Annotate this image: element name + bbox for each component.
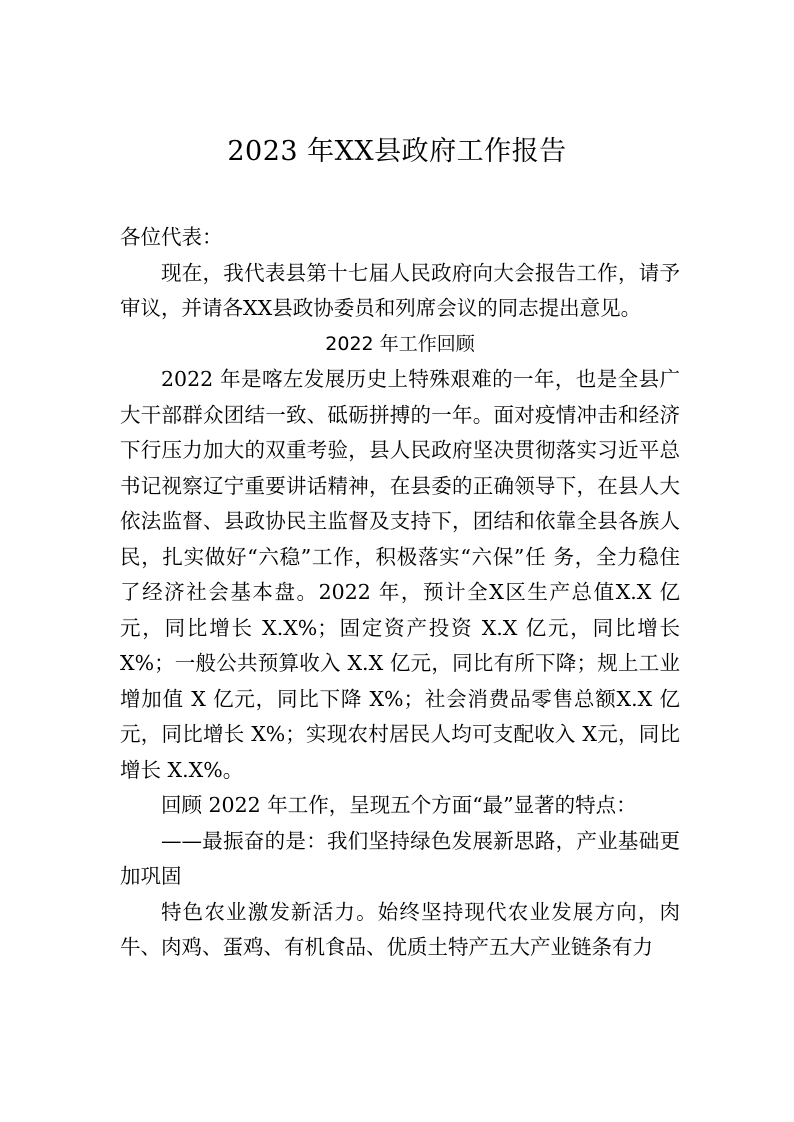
page-title: 2023 年XX县政府工作报告 (227, 136, 567, 167)
salutation: 各位代表： (120, 225, 223, 249)
summary-paragraph: 回顾 2022 年工作，呈现五个方面“最”显著的特点： (161, 793, 637, 817)
document-body (120, 220, 680, 966)
section-heading: 2022 年工作回顾 (325, 332, 475, 355)
review-paragraph: 2022 年是喀左发展历史上特殊艰难的一年，也是全县广大干部群众团结一致、砥砺拼搏的一年。面对疫情冲击和经济下行压力加大的双重考验，县人民政府坚决贯彻落实习近平总书记视察辽宁重要讲话精神，在县委的正确领导下，在县人大依法监督、县政协民主监督及支持下，团结和依靠全县各族人民，扎实做好“六稳”工作，积极落实“六保”任 务，全力稳住了经济社会基本盘。2022 年，预计全X区生产总值X.X 亿元，同比增长 X.X%；固定资产投资 X.X 亿元，同比增长 X%；一般公共预算收入 X.X 亿元，同比有所下降；规上工业增加值 X 亿元，同比下降 X%；社会消费品零售总额X.X 亿元，同比增长 X%；实现农村居民人均可支配收入 X元，同比增长 X.X%。 (120, 367, 680, 782)
subheading-paragraph: ——最振奋的是：我们坚持绿色发展新思路，产业基础更加巩固 (120, 828, 680, 888)
agriculture-paragraph: 特色农业激发新活力。始终坚持现代农业发展方向，肉牛、肉鸡、蛋鸡、有机食品、优质土特产五大产业链条有力 (120, 899, 680, 959)
intro-paragraph: 现在，我代表县第十七届人民政府向大会报告工作，请予审议，并请各XX县政协委员和列席会议的同志提出意见。 (120, 260, 680, 320)
